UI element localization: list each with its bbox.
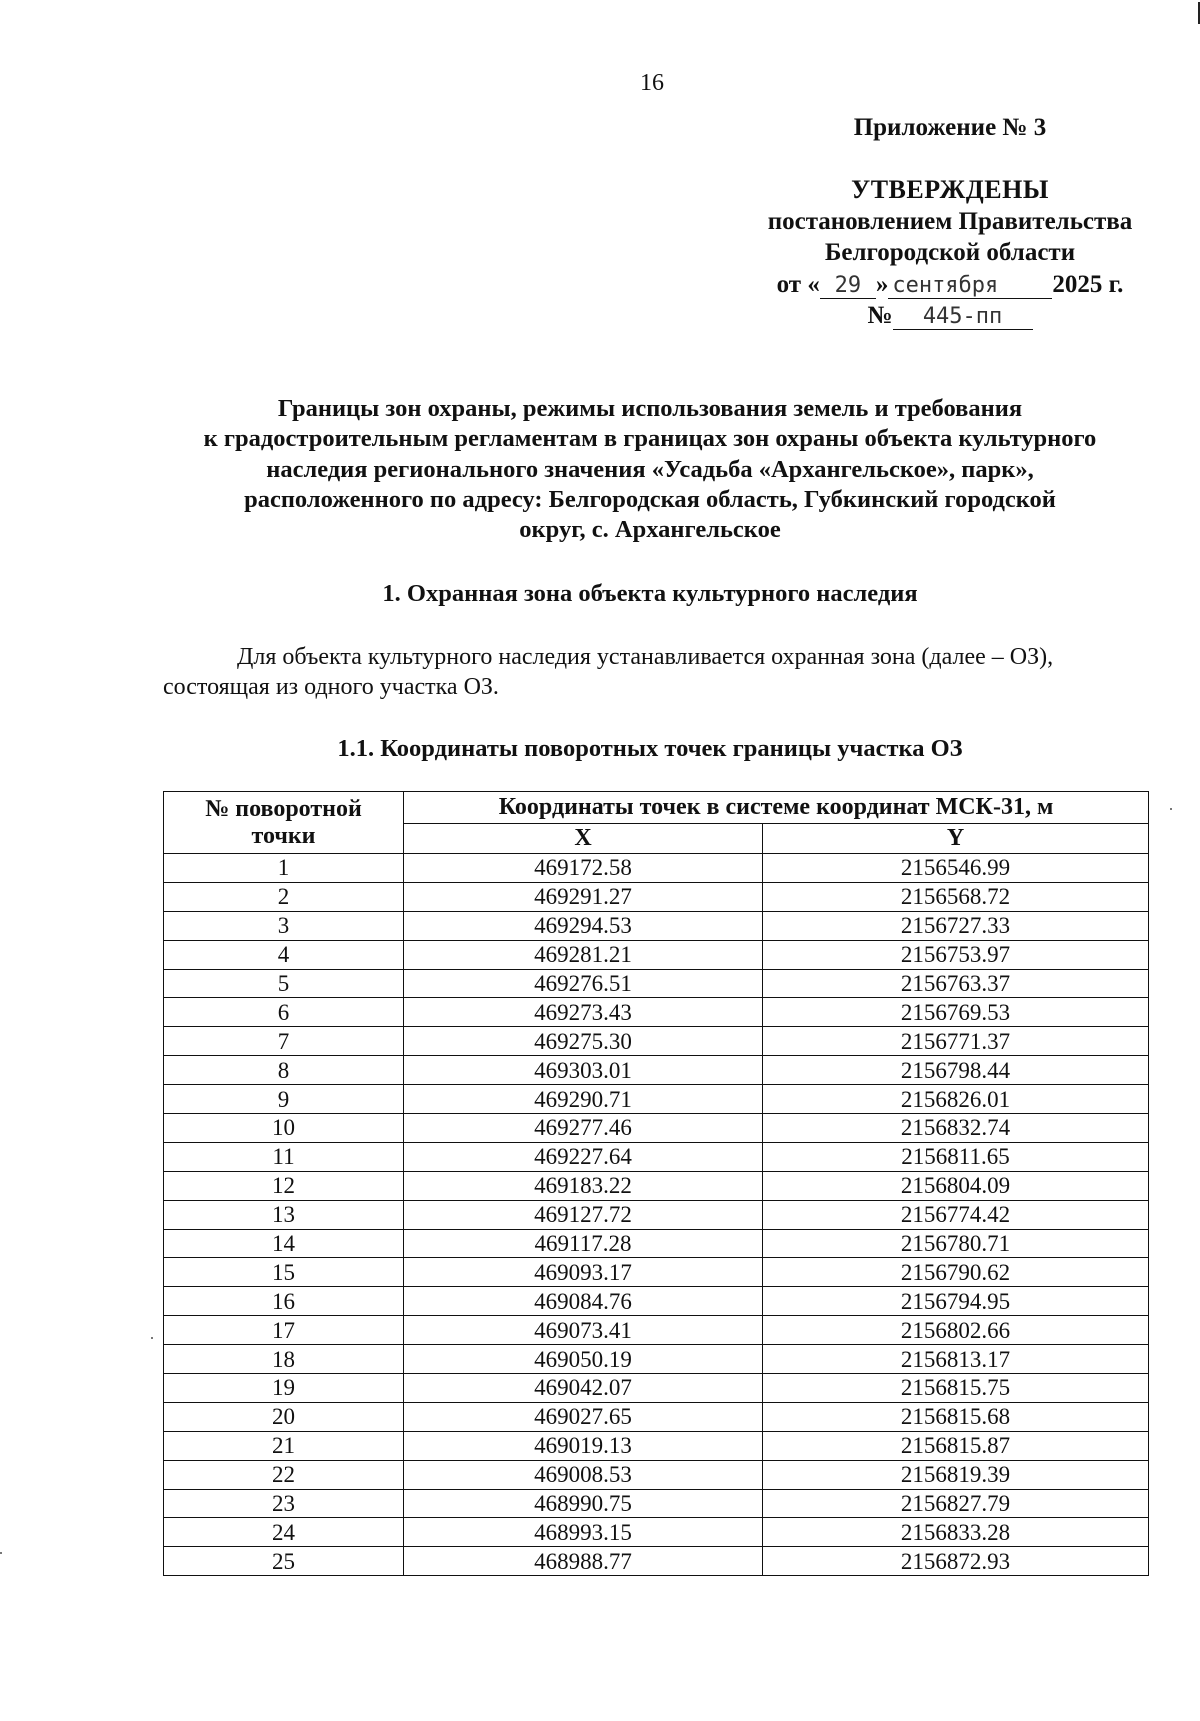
x-coordinate-cell: 469294.53 xyxy=(404,911,763,940)
table-row xyxy=(164,940,1149,969)
paragraph-line: Для объекта культурного наследия устанавливается охранная зона (далее – ОЗ), xyxy=(237,644,1054,670)
x-coordinate-cell: 469008.53 xyxy=(404,1460,763,1489)
point-number-cell: 17 xyxy=(164,1316,404,1345)
section-paragraph xyxy=(163,642,1153,702)
approved-title: УТВЕРЖДЕНЫ xyxy=(851,175,1049,204)
x-column-header: X xyxy=(404,824,763,854)
y-coordinate-cell: 2156769.53 xyxy=(763,998,1149,1027)
point-number-cell: 10 xyxy=(164,1114,404,1143)
point-number-cell: 9 xyxy=(164,1085,404,1114)
table-row xyxy=(164,1258,1149,1287)
table-row xyxy=(164,1518,1149,1547)
table-row xyxy=(164,911,1149,940)
table-row xyxy=(164,1316,1149,1345)
date-month-field: сентября xyxy=(888,274,1052,299)
x-coordinate-cell: 469291.27 xyxy=(404,882,763,911)
point-number-cell: 4 xyxy=(164,940,404,969)
y-coordinate-cell: 2156568.72 xyxy=(763,882,1149,911)
document-title xyxy=(150,394,1150,545)
y-coordinate-cell: 2156753.97 xyxy=(763,940,1149,969)
y-coordinate-cell: 2156771.37 xyxy=(763,1027,1149,1056)
table-row xyxy=(164,1114,1149,1143)
point-number-cell: 3 xyxy=(164,911,404,940)
point-number-cell: 13 xyxy=(164,1200,404,1229)
number-prefix: № xyxy=(867,302,893,329)
x-coordinate-cell: 469172.58 xyxy=(404,854,763,883)
title-line: Границы зон охраны, режимы использования земель и требования xyxy=(277,395,1023,422)
x-coordinate-cell: 469277.46 xyxy=(404,1114,763,1143)
approval-number-line xyxy=(740,300,1160,332)
point-number-cell: 5 xyxy=(164,969,404,998)
x-coordinate-cell: 469273.43 xyxy=(404,998,763,1027)
y-coordinate-cell: 2156819.39 xyxy=(763,1460,1149,1489)
point-number-cell: 21 xyxy=(164,1431,404,1460)
table-row xyxy=(164,1287,1149,1316)
y-coordinate-cell: 2156815.87 xyxy=(763,1431,1149,1460)
point-number-cell: 7 xyxy=(164,1027,404,1056)
x-coordinate-cell: 469073.41 xyxy=(404,1316,763,1345)
table-row xyxy=(164,1142,1149,1171)
y-coordinate-cell: 2156727.33 xyxy=(763,911,1149,940)
x-coordinate-cell: 469275.30 xyxy=(404,1027,763,1056)
x-coordinate-cell: 469117.28 xyxy=(404,1229,763,1258)
y-coordinate-cell: 2156763.37 xyxy=(763,969,1149,998)
date-prefix: от « xyxy=(776,270,820,298)
point-number-cell: 2 xyxy=(164,882,404,911)
approval-block xyxy=(740,174,1160,332)
scan-speck xyxy=(0,1552,2,1554)
date-quote-close: » xyxy=(875,270,889,298)
y-coordinate-cell: 2156790.62 xyxy=(763,1258,1149,1287)
title-line: к градостроительным регламентам в границах зон охраны объекта культурного xyxy=(203,425,1097,453)
point-number-cell: 12 xyxy=(164,1171,404,1200)
point-number-cell: 11 xyxy=(164,1142,404,1171)
x-coordinate-cell: 468990.75 xyxy=(404,1489,763,1518)
y-coordinate-cell: 2156780.71 xyxy=(763,1229,1149,1258)
paragraph-line: состоящая из одного участка ОЗ. xyxy=(163,674,499,700)
y-coordinate-cell: 2156872.93 xyxy=(763,1547,1149,1576)
x-coordinate-cell: 469183.22 xyxy=(404,1171,763,1200)
y-coordinate-cell: 2156815.75 xyxy=(763,1374,1149,1403)
appendix-label: Приложение № 3 xyxy=(853,114,1047,141)
scan-speck xyxy=(1170,808,1172,810)
y-coordinate-cell: 2156798.44 xyxy=(763,1056,1149,1085)
table-row xyxy=(164,1345,1149,1374)
x-coordinate-cell: 469050.19 xyxy=(404,1345,763,1374)
point-number-cell: 1 xyxy=(164,854,404,883)
point-number-header-line: точки xyxy=(251,822,316,849)
y-coordinate-cell: 2156811.65 xyxy=(763,1142,1149,1171)
date-day-field: 29 xyxy=(820,274,876,299)
table-row xyxy=(164,1085,1149,1114)
x-coordinate-cell: 468993.15 xyxy=(404,1518,763,1547)
y-coordinate-cell: 2156832.74 xyxy=(763,1114,1149,1143)
x-coordinate-cell: 469042.07 xyxy=(404,1374,763,1403)
y-coordinate-cell: 2156774.42 xyxy=(763,1200,1149,1229)
y-coordinate-cell: 2156833.28 xyxy=(763,1518,1149,1547)
title-line: округ, с. Архангельское xyxy=(519,516,781,544)
table-row xyxy=(164,1374,1149,1403)
x-coordinate-cell: 469290.71 xyxy=(404,1085,763,1114)
point-number-cell: 20 xyxy=(164,1402,404,1431)
y-coordinate-cell: 2156546.99 xyxy=(763,854,1149,883)
approval-date-line xyxy=(740,269,1160,301)
y-column-header: Y xyxy=(763,824,1149,854)
coordinates-group-header: Координаты точек в системе координат МСК-31, м xyxy=(404,792,1149,824)
y-coordinate-cell: 2156802.66 xyxy=(763,1316,1149,1345)
x-coordinate-cell: 469303.01 xyxy=(404,1056,763,1085)
table-row xyxy=(164,1229,1149,1258)
table-row xyxy=(164,1402,1149,1431)
table-row xyxy=(164,998,1149,1027)
y-coordinate-cell: 2156804.09 xyxy=(763,1171,1149,1200)
y-coordinate-cell: 2156827.79 xyxy=(763,1489,1149,1518)
point-number-cell: 22 xyxy=(164,1460,404,1489)
date-year: 2025 г. xyxy=(1052,270,1124,298)
x-coordinate-cell: 469019.13 xyxy=(404,1431,763,1460)
x-coordinate-cell: 469127.72 xyxy=(404,1200,763,1229)
point-number-cell: 15 xyxy=(164,1258,404,1287)
x-coordinate-cell: 469027.65 xyxy=(404,1402,763,1431)
x-coordinate-cell: 469276.51 xyxy=(404,969,763,998)
coordinates-table xyxy=(163,791,1149,1576)
title-line: расположенного по адресу: Белгородская область, Губкинский городской xyxy=(244,485,1056,513)
point-number-cell: 8 xyxy=(164,1056,404,1085)
table-row xyxy=(164,1431,1149,1460)
scan-speck xyxy=(151,1337,153,1339)
table-row xyxy=(164,1200,1149,1229)
point-number-cell: 14 xyxy=(164,1229,404,1258)
table-row xyxy=(164,854,1149,883)
table-row xyxy=(164,1547,1149,1576)
page-number: 16 xyxy=(640,70,664,96)
subsection-heading: 1.1. Координаты поворотных точек границы участка ОЗ xyxy=(337,735,963,762)
point-number-cell: 25 xyxy=(164,1547,404,1576)
table-row xyxy=(164,882,1149,911)
x-coordinate-cell: 469093.17 xyxy=(404,1258,763,1287)
table-row xyxy=(164,969,1149,998)
x-coordinate-cell: 469084.76 xyxy=(404,1287,763,1316)
table-row xyxy=(164,1056,1149,1085)
y-coordinate-cell: 2156794.95 xyxy=(763,1287,1149,1316)
point-number-cell: 19 xyxy=(164,1374,404,1403)
approved-by-line-2: Белгородской области xyxy=(824,239,1076,266)
section-heading: 1. Охранная зона объекта культурного наследия xyxy=(382,580,918,607)
x-coordinate-cell: 469227.64 xyxy=(404,1142,763,1171)
point-number-header xyxy=(164,792,404,854)
approved-by-line-1: постановлением Правительства xyxy=(767,207,1133,235)
point-number-cell: 24 xyxy=(164,1518,404,1547)
point-number-header-line: № поворотной xyxy=(205,795,362,822)
table-row xyxy=(164,1489,1149,1518)
y-coordinate-cell: 2156826.01 xyxy=(763,1085,1149,1114)
point-number-cell: 18 xyxy=(164,1345,404,1374)
decree-number-field: 445-пп xyxy=(893,305,1033,330)
table-row xyxy=(164,1027,1149,1056)
x-coordinate-cell: 468988.77 xyxy=(404,1547,763,1576)
y-coordinate-cell: 2156815.68 xyxy=(763,1402,1149,1431)
table-row xyxy=(164,1171,1149,1200)
x-coordinate-cell: 469281.21 xyxy=(404,940,763,969)
point-number-cell: 6 xyxy=(164,998,404,1027)
point-number-cell: 23 xyxy=(164,1489,404,1518)
table-row xyxy=(164,1460,1149,1489)
point-number-cell: 16 xyxy=(164,1287,404,1316)
y-coordinate-cell: 2156813.17 xyxy=(763,1345,1149,1374)
title-line: наследия регионального значения «Усадьба «Архангельское», парк», xyxy=(266,455,1034,483)
